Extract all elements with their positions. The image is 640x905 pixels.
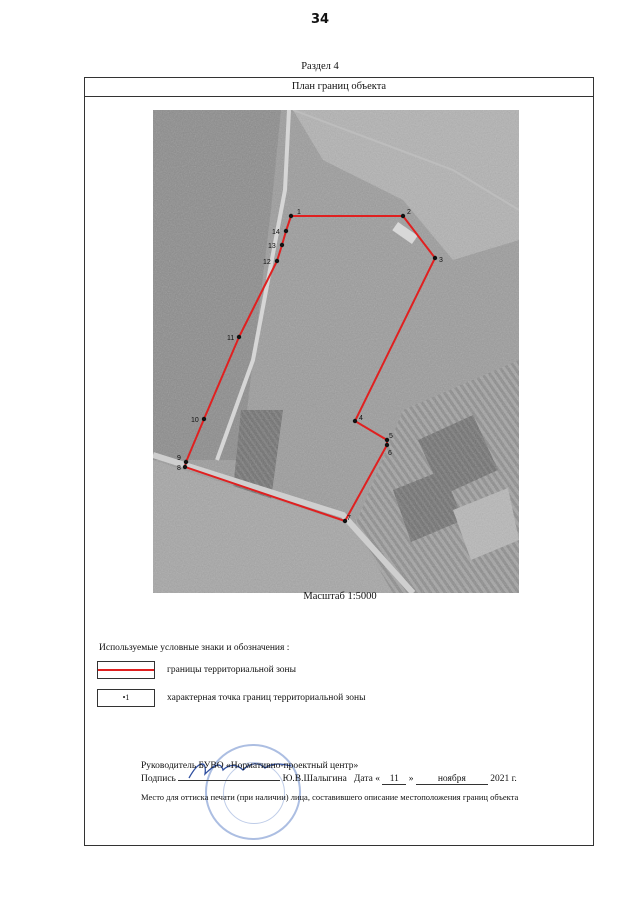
- boundary-point-6: [385, 443, 389, 447]
- legend-point-sample: •1: [97, 689, 155, 707]
- date-label: Дата «: [353, 774, 380, 784]
- boundary-point-11: [237, 335, 241, 339]
- boundary-point-9: [184, 460, 188, 464]
- legend-line-text: границы территориальной зоны: [167, 665, 297, 675]
- date-month: ноября: [416, 774, 488, 785]
- boundary-point-label-14: 14: [272, 229, 280, 236]
- boundary-point-label-13: 13: [268, 243, 276, 250]
- signer-name: Ю.В.Шалыгина: [282, 774, 347, 784]
- terrain-texture: [153, 110, 519, 593]
- date-quote: »: [408, 774, 414, 784]
- boundary-point-2: [401, 214, 405, 218]
- plan-title: План границ объекта: [85, 78, 593, 97]
- boundary-point-4: [353, 419, 357, 423]
- date-day: 11: [382, 774, 406, 785]
- boundary-point-label-5: 5: [389, 433, 393, 440]
- section-title: Раздел 4: [301, 61, 339, 72]
- boundary-point-label-8: 8: [177, 465, 181, 472]
- boundary-point-label-7: 7: [347, 515, 351, 522]
- boundary-point-12: [275, 259, 279, 263]
- boundary-point-label-3: 3: [439, 257, 443, 264]
- aerial-map: [153, 110, 519, 593]
- boundary-point-label-1: 1: [297, 209, 301, 216]
- boundary-point-label-4: 4: [359, 415, 363, 422]
- boundary-point-1: [289, 214, 293, 218]
- boundary-point-label-10: 10: [191, 417, 199, 424]
- boundary-point-label-11: 11: [227, 335, 235, 342]
- legend-line-sample: [97, 661, 155, 679]
- boundary-point-10: [202, 417, 206, 421]
- legend-title: Используемые условные знаки и обозначения :: [99, 643, 290, 653]
- legend-red-line: [98, 669, 154, 671]
- sign-underline: [178, 780, 280, 781]
- signature-line: [141, 774, 517, 785]
- boundary-point-13: [280, 243, 284, 247]
- stamp-note: Место для оттиска печати (при наличии) лица, составившего описание местоположения границ объекта: [141, 792, 519, 802]
- boundary-point-14: [284, 229, 288, 233]
- boundary-point-8: [183, 465, 187, 469]
- scale-label: Масштаб 1:5000: [303, 591, 377, 602]
- boundary-point-label-9: 9: [177, 455, 181, 462]
- legend-point-text: характерная точка границ территориальной зоны: [167, 693, 366, 703]
- plan-frame: [84, 77, 594, 846]
- sign-label: Подпись: [141, 774, 176, 784]
- signature-head: Руководитель БУВО «Нормативно-проектный центр»: [141, 761, 359, 771]
- map-svg: [153, 110, 519, 593]
- boundary-point-label-6: 6: [388, 450, 392, 457]
- page-number: 34: [310, 12, 330, 27]
- boundary-point-label-12: 12: [263, 259, 271, 266]
- boundary-point-label-2: 2: [407, 209, 411, 216]
- date-year: 2021 г.: [490, 774, 517, 784]
- boundary-point-3: [433, 256, 437, 260]
